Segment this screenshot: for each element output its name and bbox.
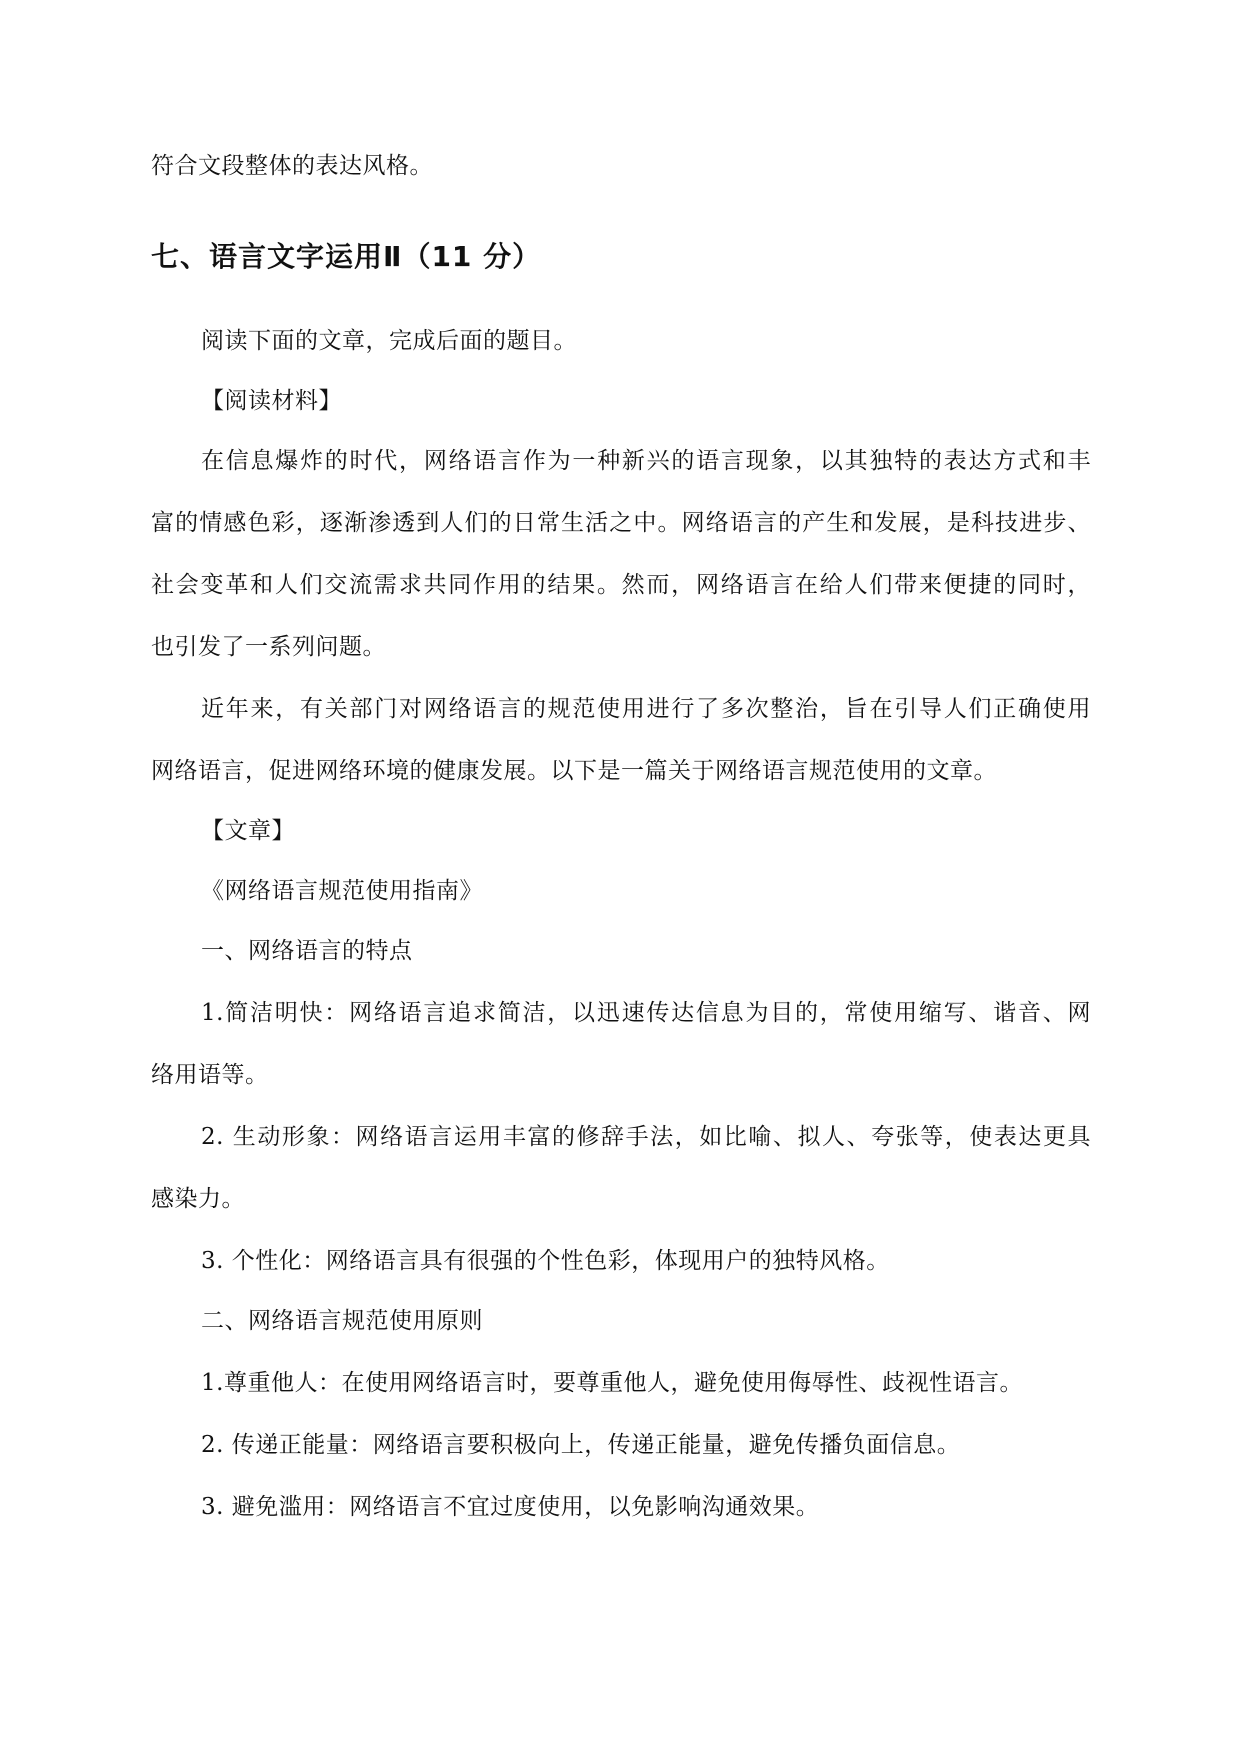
paragraph-line: 富的情感色彩，逐渐渗透到人们的日常生活之中。网络语言的产生和发展，是科技进步、 bbox=[151, 510, 1091, 536]
paragraph-line: 也引发了一系列问题。 bbox=[151, 634, 386, 660]
article-title: 《网络语言规范使用指南》 bbox=[201, 878, 483, 904]
section-heading: 七、语言文字运用Ⅱ（11 分） bbox=[151, 240, 542, 273]
subsection-heading: 一、网络语言的特点 bbox=[201, 938, 413, 964]
list-item: 2. 生动形象：网络语言运用丰富的修辞手法，如比喻、拟人、夸张等，使表达更具 bbox=[201, 1124, 1091, 1150]
paragraph-line: 在信息爆炸的时代，网络语言作为一种新兴的语言现象，以其独特的表达方式和丰 bbox=[201, 448, 1091, 474]
list-item: 1.简洁明快：网络语言追求简洁，以迅速传达信息为目的，常使用缩写、谐音、网 bbox=[201, 1000, 1091, 1026]
list-item: 1.尊重他人：在使用网络语言时，要尊重他人，避免使用侮辱性、歧视性语言。 bbox=[201, 1370, 1023, 1396]
list-item: 2. 传递正能量：网络语言要积极向上，传递正能量，避免传播负面信息。 bbox=[201, 1432, 961, 1458]
instruction-line: 阅读下面的文章，完成后面的题目。 bbox=[201, 328, 577, 354]
article-label: 【文章】 bbox=[201, 818, 295, 844]
paragraph-line: 网络语言，促进网络环境的健康发展。以下是一篇关于网络语言规范使用的文章。 bbox=[151, 758, 997, 784]
reading-material-label: 【阅读材料】 bbox=[201, 388, 342, 414]
list-item-continuation: 络用语等。 bbox=[151, 1062, 269, 1088]
paragraph-line: 社会变革和人们交流需求共同作用的结果。然而，网络语言在给人们带来便捷的同时， bbox=[151, 572, 1091, 598]
list-item-continuation: 感染力。 bbox=[151, 1186, 245, 1212]
text-line: 符合文段整体的表达风格。 bbox=[151, 153, 433, 179]
subsection-heading: 二、网络语言规范使用原则 bbox=[201, 1308, 483, 1334]
paragraph-line: 近年来，有关部门对网络语言的规范使用进行了多次整治，旨在引导人们正确使用 bbox=[201, 696, 1091, 722]
list-item: 3. 避免滥用：网络语言不宜过度使用，以免影响沟通效果。 bbox=[201, 1494, 820, 1520]
list-item: 3. 个性化：网络语言具有很强的个性色彩，体现用户的独特风格。 bbox=[201, 1248, 890, 1274]
